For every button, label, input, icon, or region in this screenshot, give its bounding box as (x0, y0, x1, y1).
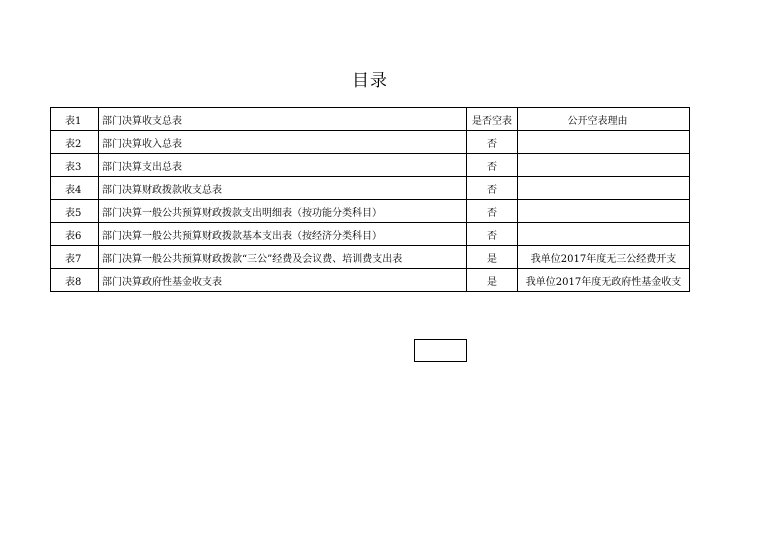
table-row (51, 177, 690, 200)
empty-flag-header: 是否空表 (467, 108, 518, 131)
table-number-cell: 表2 (51, 131, 99, 154)
table-name-cell: 部门决算收支总表 (99, 108, 467, 131)
table-name-cell: 部门决算政府性基金收支表 (99, 269, 467, 292)
table-number-cell: 表3 (51, 154, 99, 177)
empty-flag-cell: 否 (467, 177, 518, 200)
table-name-cell: 部门决算支出总表 (99, 154, 467, 177)
table-number-cell: 表5 (51, 200, 99, 223)
empty-flag-cell: 是 (467, 269, 518, 292)
empty-flag-cell: 是 (467, 246, 518, 269)
table-name-cell: 部门决算财政拨款收支总表 (99, 177, 467, 200)
table-row (51, 246, 690, 269)
table-row (51, 200, 690, 223)
empty-flag-cell: 否 (467, 154, 518, 177)
table-name-cell: 部门决算一般公共预算财政拨款“三公”经费及会议费、培训费支出表 (99, 246, 467, 269)
table-number-cell: 表7 (51, 246, 99, 269)
reason-header: 公开空表理由 (518, 108, 690, 131)
table-number-cell: 表1 (51, 108, 99, 131)
table-row (51, 108, 690, 131)
reason-cell: 我单位2017年度无政府性基金收支 (518, 269, 690, 292)
table-name-cell: 部门决算一般公共预算财政拨款基本支出表（按经济分类科目） (99, 223, 467, 246)
empty-flag-cell: 否 (467, 200, 518, 223)
reason-cell (518, 154, 690, 177)
table-row (51, 154, 690, 177)
empty-flag-cell: 否 (467, 223, 518, 246)
table-row (51, 269, 690, 292)
page-title: 目录 (352, 71, 388, 91)
table-row (51, 131, 690, 154)
reason-cell (518, 177, 690, 200)
table-name-cell: 部门决算收入总表 (99, 131, 467, 154)
table-name-cell: 部门决算一般公共预算财政拨款支出明细表（按功能分类科目） (99, 200, 467, 223)
reason-cell (518, 223, 690, 246)
reason-cell: 我单位2017年度无三公经费开支 (518, 246, 690, 269)
blank-box (414, 339, 467, 362)
reason-cell (518, 200, 690, 223)
empty-flag-cell: 否 (467, 131, 518, 154)
table-number-cell: 表4 (51, 177, 99, 200)
contents-table (50, 107, 690, 292)
table-number-cell: 表6 (51, 223, 99, 246)
table-row (51, 223, 690, 246)
reason-cell (518, 131, 690, 154)
table-number-cell: 表8 (51, 269, 99, 292)
